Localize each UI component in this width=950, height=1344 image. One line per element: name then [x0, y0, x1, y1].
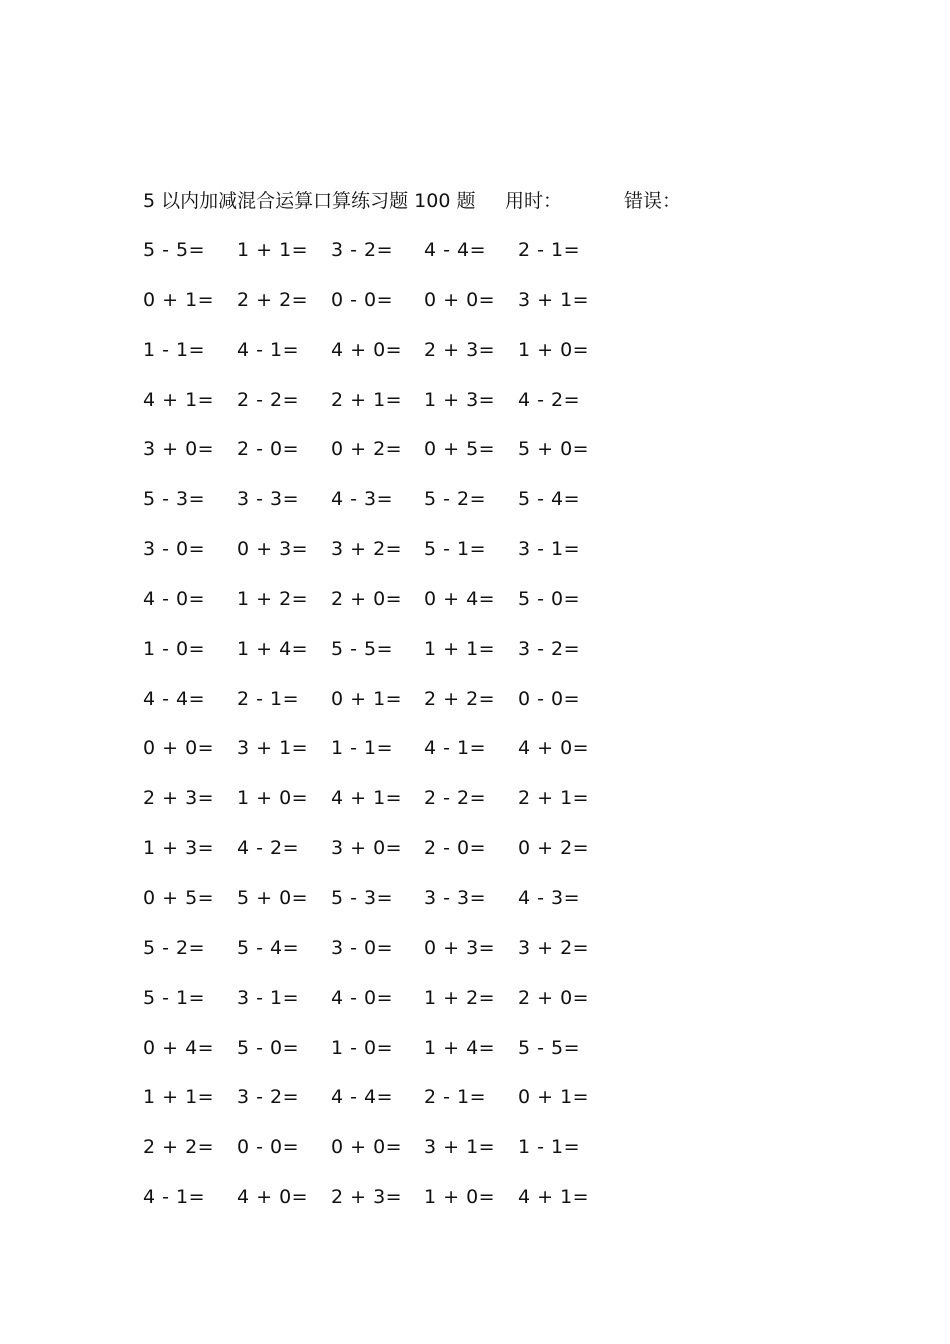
math-problem: 0 + 1=: [331, 687, 403, 710]
problem-row: [143, 434, 613, 484]
math-problem: 5 - 1=: [424, 538, 487, 561]
math-problem: 5 - 5=: [331, 637, 394, 660]
math-problem: 0 + 4=: [143, 1036, 215, 1059]
math-problem: 2 + 3=: [143, 787, 215, 810]
math-problem: 1 - 1=: [331, 737, 394, 760]
math-problem: 0 + 0=: [424, 288, 496, 311]
math-problem: 3 + 1=: [518, 288, 590, 311]
math-problem: 3 + 1=: [424, 1136, 496, 1159]
math-problem: 0 + 5=: [143, 886, 215, 909]
problem-row: [143, 634, 613, 684]
problem-row: [143, 684, 613, 734]
math-problem: 1 + 1=: [424, 637, 496, 660]
problem-grid: [143, 235, 613, 1232]
math-problem: 2 - 0=: [424, 837, 487, 860]
math-problem: 3 + 1=: [237, 737, 309, 760]
math-problem: 1 + 3=: [424, 388, 496, 411]
math-problem: 5 + 0=: [518, 438, 590, 461]
worksheet-header: [143, 186, 703, 216]
math-problem: 1 + 0=: [237, 787, 309, 810]
math-problem: 3 - 3=: [424, 886, 487, 909]
math-problem: 5 - 1=: [143, 986, 206, 1009]
math-problem: 5 - 4=: [237, 936, 300, 959]
math-problem: 4 - 1=: [143, 1186, 206, 1209]
math-problem: 2 - 2=: [424, 787, 487, 810]
math-problem: 1 + 0=: [518, 338, 590, 361]
math-problem: 3 - 1=: [518, 538, 581, 561]
math-problem: 3 - 3=: [237, 488, 300, 511]
math-problem: 1 + 3=: [143, 837, 215, 860]
math-problem: 2 + 2=: [237, 288, 309, 311]
math-problem: 0 + 3=: [424, 936, 496, 959]
math-problem: 5 - 2=: [143, 936, 206, 959]
math-problem: 2 + 0=: [331, 587, 403, 610]
math-problem: 1 + 4=: [237, 637, 309, 660]
math-problem: 1 + 1=: [143, 1086, 215, 1109]
problem-row: [143, 584, 613, 634]
problem-row: [143, 1182, 613, 1232]
math-problem: 4 - 3=: [518, 886, 581, 909]
math-problem: 2 - 1=: [518, 239, 581, 261]
math-problem: 5 - 3=: [143, 488, 206, 511]
math-problem: 4 - 0=: [331, 986, 394, 1009]
math-problem: 3 + 2=: [331, 538, 403, 561]
math-problem: 5 - 3=: [331, 886, 394, 909]
math-problem: 4 - 1=: [237, 338, 300, 361]
math-problem: 2 + 1=: [331, 388, 403, 411]
problem-row: [143, 1082, 613, 1132]
math-problem: 1 - 0=: [143, 637, 206, 660]
math-problem: 2 - 1=: [237, 687, 300, 710]
problem-row: [143, 1132, 613, 1182]
math-problem: 3 - 1=: [237, 986, 300, 1009]
math-problem: 0 + 0=: [143, 737, 215, 760]
error-count-label: 错误：: [624, 190, 682, 212]
math-problem: 3 - 0=: [143, 538, 206, 561]
math-problem: 0 + 2=: [518, 837, 590, 860]
math-problem: 2 + 3=: [331, 1186, 403, 1209]
math-problem: 1 + 4=: [424, 1036, 496, 1059]
math-problem: 2 + 0=: [518, 986, 590, 1009]
math-problem: 0 + 4=: [424, 587, 496, 610]
math-problem: 5 - 4=: [518, 488, 581, 511]
math-problem: 2 - 2=: [237, 388, 300, 411]
math-problem: 1 + 2=: [424, 986, 496, 1009]
math-problem: 1 + 0=: [424, 1186, 496, 1209]
math-problem: 4 - 3=: [331, 488, 394, 511]
math-problem: 4 - 4=: [424, 239, 487, 261]
math-problem: 3 + 2=: [518, 936, 590, 959]
problem-row: [143, 1033, 613, 1083]
math-problem: 5 - 0=: [518, 587, 581, 610]
math-problem: 4 - 4=: [143, 687, 206, 710]
math-problem: 1 - 1=: [143, 338, 206, 361]
math-problem: 4 + 1=: [143, 388, 215, 411]
math-problem: 0 - 0=: [331, 288, 394, 311]
math-problem: 5 - 5=: [518, 1036, 581, 1059]
math-problem: 1 + 2=: [237, 587, 309, 610]
problem-row: [143, 783, 613, 833]
math-problem: 5 - 5=: [143, 239, 206, 261]
problem-row: [143, 933, 613, 983]
problem-row: [143, 983, 613, 1033]
problem-row: [143, 534, 613, 584]
math-problem: 0 + 3=: [237, 538, 309, 561]
math-problem: 1 + 1=: [237, 239, 309, 261]
worksheet-title: 5 以内加减混合运算口算练习题 100 题: [143, 190, 476, 212]
math-problem: 4 - 2=: [237, 837, 300, 860]
math-problem: 2 + 3=: [424, 338, 496, 361]
problem-row: [143, 833, 613, 883]
math-problem: 3 - 2=: [331, 239, 394, 261]
time-used-label: 用时：: [505, 190, 563, 212]
math-problem: 4 + 0=: [518, 737, 590, 760]
problem-row: [143, 484, 613, 534]
math-problem: 3 + 0=: [143, 438, 215, 461]
problem-row: [143, 285, 613, 335]
math-problem: 3 - 2=: [237, 1086, 300, 1109]
math-problem: 2 + 2=: [143, 1136, 215, 1159]
math-problem: 4 + 1=: [518, 1186, 590, 1209]
math-problem: 0 + 1=: [143, 288, 215, 311]
math-problem: 2 + 2=: [424, 687, 496, 710]
problem-row: [143, 235, 613, 285]
problem-row: [143, 883, 613, 933]
math-problem: 5 + 0=: [237, 886, 309, 909]
math-problem: 4 + 0=: [237, 1186, 309, 1209]
math-problem: 2 - 0=: [237, 438, 300, 461]
math-problem: 2 + 1=: [518, 787, 590, 810]
math-problem: 0 - 0=: [518, 687, 581, 710]
math-problem: 0 + 0=: [331, 1136, 403, 1159]
math-problem: 4 - 1=: [424, 737, 487, 760]
math-problem: 3 - 0=: [331, 936, 394, 959]
math-problem: 1 - 1=: [518, 1136, 581, 1159]
problem-row: [143, 733, 613, 783]
math-problem: 4 + 0=: [331, 338, 403, 361]
problem-row: [143, 385, 613, 435]
math-problem: 4 + 1=: [331, 787, 403, 810]
math-problem: 0 + 1=: [518, 1086, 590, 1109]
math-problem: 3 + 0=: [331, 837, 403, 860]
math-problem: 2 - 1=: [424, 1086, 487, 1109]
math-problem: 5 - 2=: [424, 488, 487, 511]
math-problem: 3 - 2=: [518, 637, 581, 660]
math-problem: 4 - 4=: [331, 1086, 394, 1109]
math-problem: 4 - 0=: [143, 587, 206, 610]
math-problem: 0 + 5=: [424, 438, 496, 461]
math-problem: 0 + 2=: [331, 438, 403, 461]
math-problem: 1 - 0=: [331, 1036, 394, 1059]
problem-row: [143, 335, 613, 385]
math-problem: 5 - 0=: [237, 1036, 300, 1059]
math-problem: 4 - 2=: [518, 388, 581, 411]
math-problem: 0 - 0=: [237, 1136, 300, 1159]
